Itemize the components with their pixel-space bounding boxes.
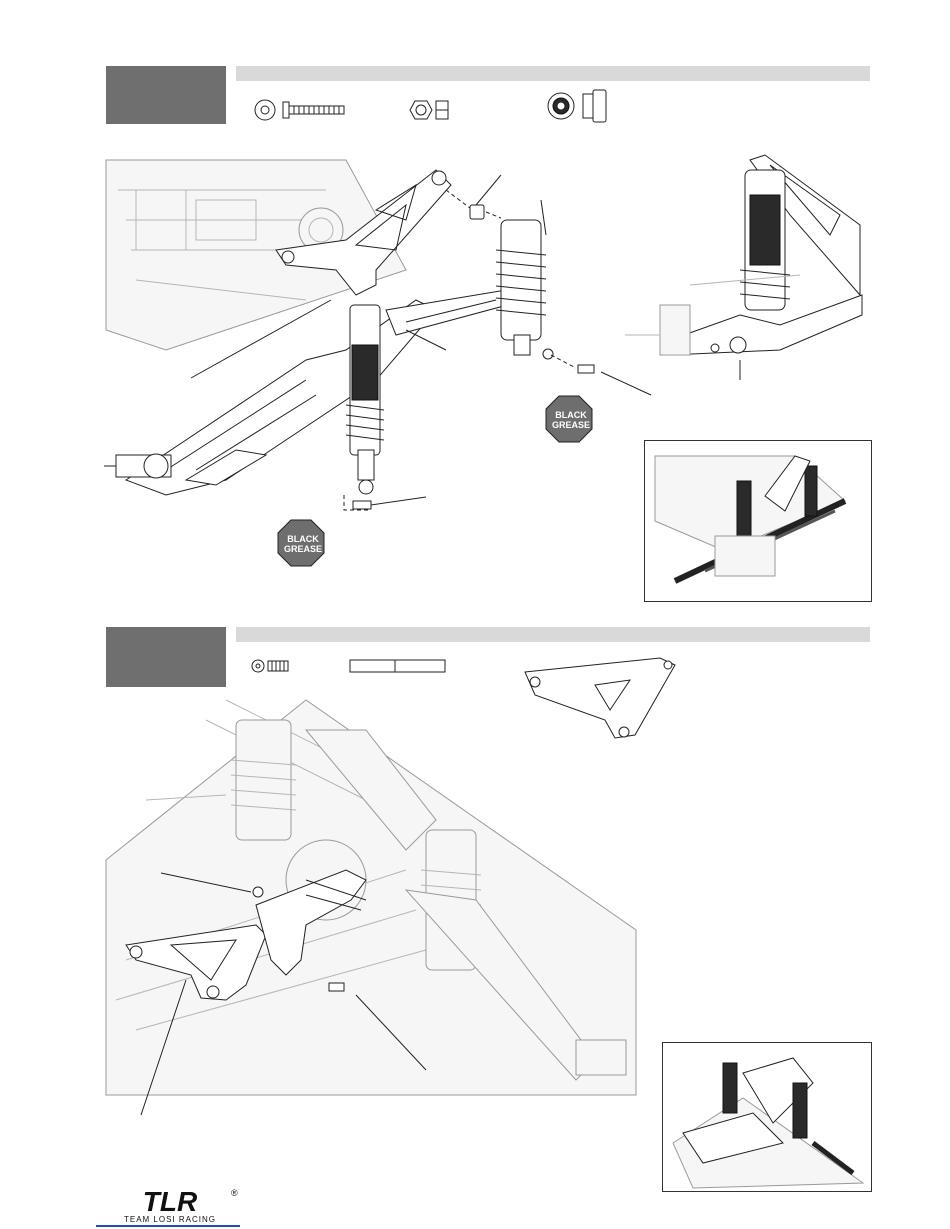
footer-underline <box>96 1225 240 1227</box>
step-1-parts-row <box>250 88 630 128</box>
step-2-main-illustration <box>106 700 636 1095</box>
svg-text:GREASE: GREASE <box>551 420 591 430</box>
screw-icon <box>283 102 344 118</box>
black-grease-badge <box>278 520 324 566</box>
bushing-side-icon <box>583 90 606 122</box>
svg-text:GREASE: GREASE <box>283 544 323 554</box>
tlr-logo <box>118 1186 238 1226</box>
svg-text:BLACK: BLACK <box>555 410 587 420</box>
black-grease-badge <box>546 396 592 442</box>
bushing-icon <box>548 93 574 119</box>
step-1-header-bar <box>236 66 870 81</box>
step-2-tab <box>106 627 226 687</box>
step-1-inset-view <box>644 440 872 602</box>
pin-icon <box>350 660 445 672</box>
washer-icon <box>255 100 275 120</box>
svg-text:TEAM LOSI RACING: TEAM LOSI RACING <box>123 1215 217 1224</box>
step-2-inset-view <box>662 1042 872 1192</box>
step-1-side-detail <box>600 155 862 385</box>
step-1-tab <box>106 66 226 124</box>
svg-text:TLR: TLR <box>142 1186 198 1217</box>
set-screw-icon <box>252 660 288 672</box>
hex-nut-icon <box>410 101 432 119</box>
svg-text:®: ® <box>231 1188 238 1198</box>
step-2-header-bar <box>236 627 870 642</box>
svg-text:BLACK: BLACK <box>287 534 319 544</box>
step-1-main-illustration <box>106 150 666 620</box>
